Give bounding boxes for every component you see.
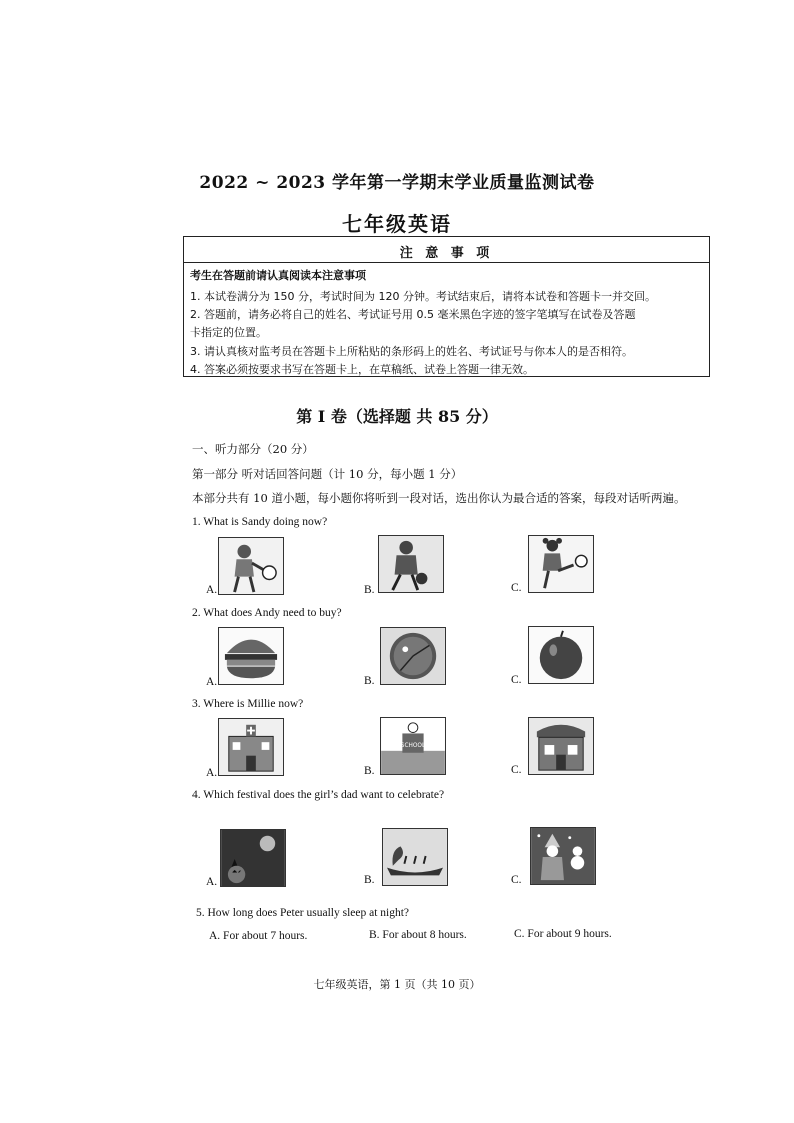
notice-item: 4. 答案必须按要求书写在答题卡上，在草稿纸、试卷上答题一律无效。 bbox=[190, 363, 534, 376]
notice-item: 3. 请认真核对监考员在答题卡上所粘贴的条形码上的姓名、考试证号与你本人的是否相符。 bbox=[190, 345, 633, 358]
notice-item: 卡指定的位置。 bbox=[190, 326, 267, 339]
option-label: C. bbox=[511, 874, 522, 886]
option-label: C. bbox=[511, 674, 522, 686]
sub-heading: 第一部分 听对话回答问题（计 10 分，每小题 1 分） bbox=[192, 467, 463, 481]
notice-box bbox=[183, 236, 710, 377]
exam-subtitle: 七年级英语 bbox=[342, 212, 452, 236]
school-icon[interactable] bbox=[380, 717, 446, 775]
option-label: A. bbox=[206, 876, 218, 888]
option-label: B. bbox=[364, 675, 375, 687]
girl-soccer-icon[interactable] bbox=[528, 535, 594, 593]
girl-basketball-icon[interactable] bbox=[378, 535, 444, 593]
question-5: 5. How long does Peter usually sleep at night? bbox=[196, 907, 410, 919]
question-2: 2. What does Andy need to buy? bbox=[192, 607, 342, 619]
svg-text:SCHOOL: SCHOOL bbox=[400, 742, 426, 749]
apple-icon[interactable] bbox=[528, 626, 594, 684]
instruction: 本部分共有 10 道小题，每小题你将听到一段对话，选出你认为最合适的答案，每段对话听两遍。 bbox=[192, 491, 686, 505]
answer-option-a[interactable]: A. For about 7 hours. bbox=[209, 930, 308, 942]
question-3: 3. Where is Millie now? bbox=[192, 698, 304, 710]
page-footer: 七年级英语，第 1 页（共 10 页） bbox=[313, 978, 481, 991]
question-4: 4. Which festival does the girl’s dad want to celebrate? bbox=[192, 789, 445, 801]
part-heading: 一、听力部分（20 分） bbox=[192, 442, 314, 456]
option-label: B. bbox=[364, 874, 375, 886]
section-title: 第 I 卷（选择题 共 85 分） bbox=[296, 407, 498, 426]
option-label: A. bbox=[206, 676, 218, 688]
restaurant-icon[interactable] bbox=[528, 717, 594, 775]
exam-title: 2022 ~ 2023 学年第一学期末学业质量监测试卷 bbox=[199, 173, 595, 193]
notice-divider bbox=[184, 262, 709, 263]
option-label: A. bbox=[206, 767, 218, 779]
notice-intro: 考生在答题前请认真阅读本注意事项 bbox=[190, 269, 366, 282]
pizza-icon[interactable] bbox=[380, 627, 446, 685]
option-label: A. bbox=[206, 584, 218, 596]
notice-item: 2. 答题前，请务必将自己的姓名、考试证号用 0.5 毫米黑色字迹的签字笔填写在试卷及答题 bbox=[190, 308, 636, 321]
question-1: 1. What is Sandy doing now? bbox=[192, 516, 328, 528]
answer-option-b[interactable]: B. For about 8 hours. bbox=[369, 929, 467, 941]
christmas-icon[interactable] bbox=[530, 827, 596, 885]
answer-option-c[interactable]: C. For about 9 hours. bbox=[514, 928, 612, 940]
girl-volleyball-icon[interactable] bbox=[218, 537, 284, 595]
option-label: C. bbox=[511, 582, 522, 594]
hospital-icon[interactable] bbox=[218, 718, 284, 776]
notice-heading: 注 意 事 项 bbox=[399, 246, 494, 261]
notice-item: 1. 本试卷满分为 150 分，考试时间为 120 分钟。考试结束后，请将本试卷和答题卡一并交回。 bbox=[190, 290, 656, 303]
dragon-boat-icon[interactable] bbox=[382, 828, 448, 886]
option-label: B. bbox=[364, 584, 375, 596]
hamburger-icon[interactable] bbox=[218, 627, 284, 685]
option-label: B. bbox=[364, 765, 375, 777]
halloween-icon[interactable] bbox=[220, 829, 286, 887]
option-label: C. bbox=[511, 764, 522, 776]
